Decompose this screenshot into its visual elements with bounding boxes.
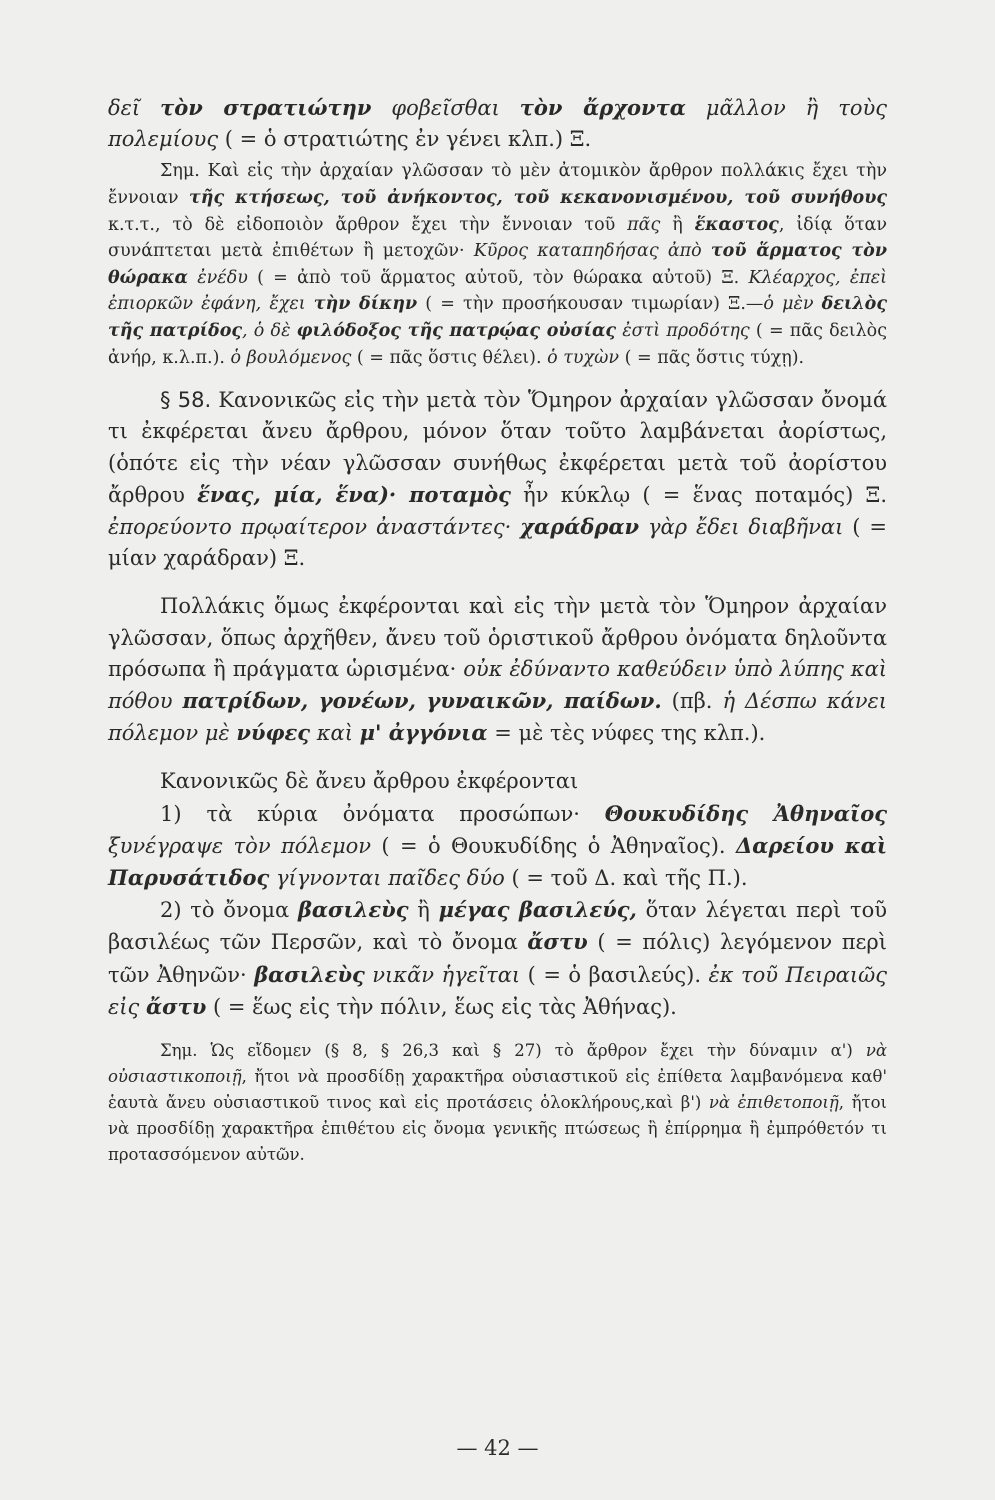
text-run: ἐστὶ προδότης <box>616 320 750 341</box>
bold-term: τῆς κτήσεως, τοῦ ἀνήκοντος, τοῦ κεκανονισμένου, τοῦ συνήθους <box>188 188 888 208</box>
bold-term: δειλὸς τῆς πατρίδος <box>108 294 887 341</box>
text-run: ( = τοῦ Δ. καὶ τῆς Π.). <box>504 866 748 890</box>
bold-term: νύφες <box>236 720 311 746</box>
section-number: § 58. <box>160 388 212 413</box>
bold-term: ἕνας, μία, ἕνα)· ποταμὸς <box>197 481 511 507</box>
text-run: ( = πᾶς ὅστις θέλει). <box>351 347 548 368</box>
continuation-paragraph <box>108 92 887 155</box>
text-run: ἐκ τοῦ Πειραιῶς εἰς <box>108 962 887 1019</box>
text-run: , ἤτοι νὰ προσδίδῃ χαρακτῆρα ἐπιθέτου εἰς ὄνομα γενικῆς πτώσεως ἢ ἐπίρρημα ἢ ἐμπρόθετόν τι προτασσόμενον αὐτῶν. <box>108 1093 887 1165</box>
text-run: ἦν κύκλῳ ( = ἕνας ποταμός) Ξ. <box>510 482 888 507</box>
text-run: ( = ὁ Θουκυδίδης ὁ Ἀθηναῖος). <box>371 833 736 858</box>
paragraph-often <box>108 591 887 749</box>
text-run: Σημ. Ὡς εἴδομεν (§ 8, § 26,3 καὶ § 27) τὸ ἄρθρον ἔχει τὴν δύναμιν α') <box>160 1041 866 1061</box>
bold-term: χαράδραν <box>520 513 640 539</box>
text-run: ἢ <box>408 898 439 923</box>
text-run: , ἰδίᾳ ὅταν συνάπτεται μετὰ ἐπιθέτων ἢ μετοχῶν· <box>108 214 887 262</box>
text-run: ( = ἀπὸ τοῦ ἅρματος αὐτοῦ, τὸν θώρακα αὐτοῦ) Ξ. <box>247 267 749 288</box>
text-run: Κλέαρχος, ἐπεὶ ἐπιορκῶν ἐφάνη, ἔχει <box>108 267 887 315</box>
rule-2 <box>108 894 887 1023</box>
text-run: ὁ μὲν <box>763 294 822 315</box>
bold-term: βασιλεὺς <box>297 897 409 923</box>
text-run: ὅταν λέγεται περὶ τοῦ βασιλέως τῶν Περσῶν, καὶ τὸ ὄνομα <box>108 898 887 955</box>
text-run: νὰ ἐπιθετοποιῇ <box>708 1093 839 1113</box>
bold-term: φιλόδοξος τῆς πατρῴας οὐσίας <box>296 320 617 341</box>
text-run: ξυνέγραψε τὸν πόλεμον <box>108 833 372 858</box>
note-paragraph <box>108 158 887 371</box>
text-run: φοβεῖσθαι <box>371 96 520 120</box>
text-run: ( = ἕως εἰς τὴν πόλιν, ἕως εἰς τὰς Ἀθήνας). <box>206 994 677 1019</box>
text-run: νὰ οὐσιαστικοποιῇ <box>108 1041 887 1087</box>
bold-term: τὸν ἄρχοντα <box>519 95 686 120</box>
bold-term: πατρίδων, γονέων, γυναικῶν, παίδων. <box>182 687 662 713</box>
text-run: ὁ βουλόμενος <box>230 347 352 368</box>
text-run: νικᾶν ἡγεῖται <box>364 962 521 987</box>
rules-block <box>108 766 887 1023</box>
text-run: ( = πᾶς δειλὸς ἀνήρ, κ.λ.π.). <box>108 320 888 368</box>
text-run: ( = ὁ βασιλεύς). <box>520 962 709 987</box>
text-run: , ἤτοι νὰ προσδίδῃ χαρακτῆρα οὐσιαστικοῦ εἰς ἐπίθετα λαμβανόμενα καθ' ἑαυτὰ ἄνευ οὐσιαστικοῦ τινος καὶ εἰς προτάσεις ὁλοκλήρους,καὶ β') <box>108 1067 887 1113</box>
text-run: 1) τὰ κύρια ὀνόματα προσώπων· <box>160 801 605 826</box>
text-run: ἐνέδυ <box>188 267 248 288</box>
rules-intro: Κανονικῶς δὲ ἄνευ ἄρθρου ἐκφέρονται <box>160 769 579 794</box>
text-run: πᾶς <box>627 214 661 235</box>
final-note <box>108 1038 887 1168</box>
text-run: ( = μίαν χαράδραν) Ξ. <box>108 514 887 571</box>
text-run: μᾶλλον ἢ τοὺς πολεμίους <box>108 96 888 152</box>
text-run: Πολλάκις ὅμως ἐκφέρονται καὶ εἰς τὴν μετὰ τὸν Ὅμηρον ἀρχαίαν γλῶσσαν, ὅπως ἀρχῆθεν, ἄνευ τοῦ ὁριστικοῦ ἄρθρου ὀνόματα δηλοῦντα πρόσωπα ἢ πράγματα ὡρισμένα· <box>108 594 887 681</box>
page-number: — 42 — <box>456 1436 539 1460</box>
text-run: ( = τὴν προσήκουσαν τιμωρίαν) Ξ.— <box>417 294 764 315</box>
text-run: γὰρ ἔδει διαβῆναι <box>639 514 844 539</box>
text-run: ἡ Δέσπω κάνει πόλεμον μὲ <box>108 688 887 746</box>
text-run: (πβ. <box>661 688 723 713</box>
text-run: ἢ <box>660 214 695 235</box>
text-run: , ὁ δὲ <box>242 320 297 341</box>
bold-term: Δαρείου καὶ Παρυσάτιδος <box>108 832 887 890</box>
bold-term: μέγας βασιλεύς, <box>438 897 637 923</box>
bold-term: ἄστυ <box>527 929 588 955</box>
text-run: γίγνονται παῖδες δύο <box>269 866 505 890</box>
text-run: ( = πόλις) λεγόμενον περὶ τῶν Ἀθηνῶν· <box>108 930 887 987</box>
text-run: 2) τὸ ὄνομα <box>160 898 298 923</box>
bold-term: τὸν στρατιώτην <box>160 95 372 120</box>
bold-term: βασιλεὺς <box>254 961 365 987</box>
bold-term: ἄστυ <box>145 993 207 1019</box>
text-run: δεῖ <box>108 96 161 120</box>
section-58-paragraph <box>108 385 887 574</box>
bold-term: ἕκαστος <box>694 214 779 235</box>
rule-1 <box>108 798 887 895</box>
text-run: οὐκ ἐδύναντο καθεύδειν ὑπὸ λύπης καὶ πόθου <box>108 656 887 713</box>
text-run: Κανονικῶς εἰς τὴν μετὰ τὸν Ὅμηρον ἀρχαίαν γλῶσσαν ὄνομά τι ἐκφέρεται ἄνευ ἄρθρου, μόνον ὅταν τοῦτο λαμβάνεται ἀορίστως, (ὁπότε εἰς τὴν νέαν γλῶσσαν συνήθως ἐκφέρεται μετὰ τοῦ ἀορίστου ἄρθρου <box>108 388 888 507</box>
text-run: = μὲ τὲς νύφες της κλπ.). <box>487 721 766 746</box>
text-run: ὁ τυχὼν <box>547 347 620 368</box>
text-run: Σημ. Καὶ εἰς τὴν ἀρχαίαν γλῶσσαν τὸ μὲν ἀτομικὸν ἄρθρον πολλάκις ἔχει τὴν ἔννοιαν <box>108 161 887 208</box>
text-run: ( = πᾶς ὅστις τύχῃ). <box>619 347 805 368</box>
bold-term: Θουκυδίδης Ἀθηναῖος <box>604 800 887 826</box>
text-run: κ.τ.τ., τὸ δὲ εἰδοποιὸν ἄρθρον ἔχει τὴν ἔννοιαν τοῦ <box>108 214 628 235</box>
text-run: Κῦρος καταπηδήσας ἀπὸ <box>473 241 711 262</box>
bold-term: τὴν δίκην <box>313 294 418 315</box>
text-run: καὶ <box>310 721 360 746</box>
text-run: ( = ὁ στρατιώτης ἐν γένει κλπ.) Ξ. <box>218 127 592 152</box>
text-run: ἐπορεύοντο πρῳαίτερον ἀναστάντες· <box>108 514 521 539</box>
bold-term: μ' ἀγγόνια <box>359 720 488 746</box>
bold-term: τοῦ ἅρματος τὸν θώρακα <box>108 241 887 288</box>
